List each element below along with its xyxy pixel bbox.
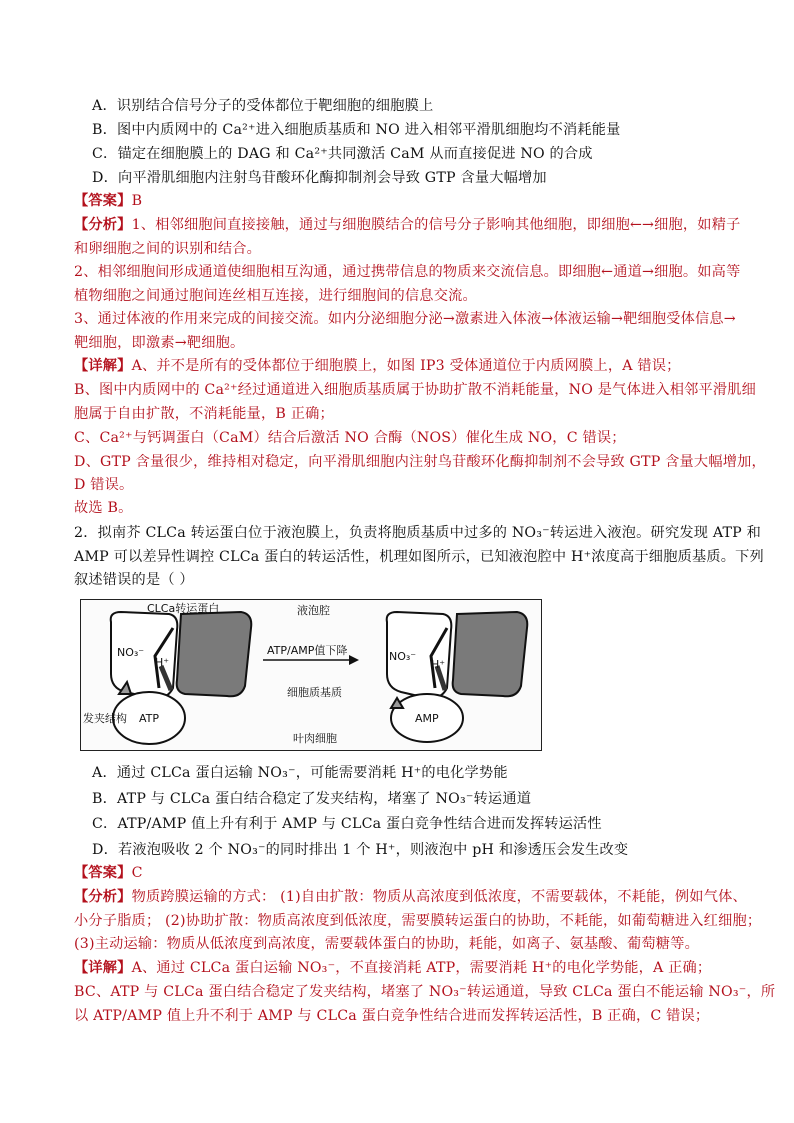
detail-text: A、并不是所有的受体都位于细胞膜上，如图 IP3 受体通道位于内质网膜上，A 错误； — [131, 358, 681, 374]
q1-analysis-line: 2、相邻细胞间形成通道使细胞相互沟通，通过携带信息的物质来交流信息。即细胞←通道→细胞。如高等 — [74, 264, 741, 280]
q1-option-d: D．向平滑肌细胞内注射鸟苷酸环化酶抑制剂会导致 GTP 含量大幅增加 — [92, 170, 547, 186]
q1-detail-line: B、图中内质网中的 Ca²⁺经过通道进入细胞质基质属于协助扩散不消耗能量，NO 是气体进入相邻平滑肌细 — [74, 382, 757, 398]
q1-option-a: A．识别结合信号分子的受体都位于靶细胞的细胞膜上 — [92, 98, 434, 114]
analysis-text: 1、相邻细胞间直接接触，通过与细胞膜结合的信号分子影响其他细胞，即细胞←→细胞，如精子 — [131, 217, 741, 233]
left-clca-protein — [111, 612, 252, 744]
q1-option-c: C．锚定在细胞膜上的 DAG 和 Ca²⁺共同激活 CaM 从而直接促进 NO 的合成 — [92, 146, 593, 162]
label-cytoplasm: 细胞质基质 — [287, 686, 342, 699]
label-mesophyll-cell: 叶肉细胞 — [293, 732, 337, 745]
q1-detail-line: C、Ca²⁺与钙调蛋白（CaM）结合后激活 NO 合酶（NOS）催化生成 NO，C 错误； — [74, 430, 626, 446]
label-atp-amp-drop: ATP/AMP值下降 — [267, 644, 348, 657]
q1-answer-line — [74, 191, 142, 211]
answer-value: B — [131, 193, 143, 209]
answer-value: C — [131, 865, 143, 881]
q1-detail-line: 胞属于自由扩散，不消耗能量，B 正确； — [74, 406, 334, 422]
q2-detail-line — [74, 958, 711, 978]
label-clca-protein: CLCa转运蛋白 — [147, 602, 220, 615]
q1-detail-line — [74, 356, 681, 376]
label-atp: ATP — [139, 712, 160, 725]
clca-mechanism-figure — [80, 599, 542, 751]
q1-analysis-line: 靶细胞，即激素→靶细胞。 — [74, 335, 245, 351]
q2-detail-line: BC、ATP 与 CLCa 蛋白结合稳定了发夹结构，堵塞了 NO₃⁻转运通道，导致 CLCa 蛋白不能运输 NO₃⁻，所 — [74, 984, 776, 1000]
label-no3-right: NO₃⁻ — [389, 650, 417, 663]
figure-drawing — [81, 600, 541, 750]
answer-tag: 【答案】 — [74, 865, 132, 881]
q2-stem-line: AMP 可以差异性调控 CLCa 蛋白的转运活性，机理如图所示，已知液泡腔中 H⁺浓度高于细胞质基质。下列 — [74, 549, 764, 565]
right-clca-protein — [387, 612, 528, 742]
analysis-tag: 【分析】 — [74, 889, 132, 905]
q1-analysis-line: 和卵细胞之间的识别和结合。 — [74, 241, 262, 257]
q1-detail-line: D、GTP 含量很少，维持相对稳定，向平滑肌细胞内注射鸟苷酸环化酶抑制剂不会导致 GTP 含量大幅增加， — [74, 454, 766, 470]
label-no3-left: NO₃⁻ — [117, 646, 145, 659]
label-h-left: H⁺ — [155, 656, 170, 669]
q1-analysis-line — [74, 215, 740, 235]
answer-tag: 【答案】 — [74, 193, 132, 209]
label-amp: AMP — [415, 712, 439, 725]
q2-option-a: A．通过 CLCa 蛋白运输 NO₃⁻，可能需要消耗 H⁺的电化学势能 — [92, 765, 508, 781]
q2-analysis-line — [74, 887, 747, 907]
q2-option-b: B．ATP 与 CLCa 蛋白结合稳定了发夹结构，堵塞了 NO₃⁻转运通道 — [92, 791, 532, 807]
q1-analysis-line: 3、通过体液的作用来完成的间接交流。如内分泌细胞分泌→激素进入体液→体液运输→靶细胞受体信息→ — [74, 311, 736, 327]
label-hairpin: 发夹结构 — [83, 712, 127, 725]
detail-tag: 【详解】 — [74, 960, 132, 976]
q2-stem-line: 叙述错误的是（ ） — [74, 572, 194, 588]
q1-analysis-line: 植物细胞之间通过胞间连丝相互连接，进行细胞间的信息交流。 — [74, 288, 477, 304]
q2-option-c: C．ATP/AMP 值上升有利于 AMP 与 CLCa 蛋白竞争性结合进而发挥转运活性 — [92, 816, 602, 832]
q1-detail-line: 故选 B。 — [74, 500, 133, 516]
q2-detail-line: 以 ATP/AMP 值上升不利于 AMP 与 CLCa 蛋白竞争性结合进而发挥转运活性，B 正确，C 错误； — [74, 1008, 710, 1024]
q1-detail-line: D 错误。 — [74, 477, 134, 493]
label-h-right: H⁺ — [431, 658, 446, 671]
q2-option-d: D．若液泡吸收 2 个 NO₃⁻的同时排出 1 个 H⁺，则液泡中 pH 和渗透压会发生改变 — [92, 842, 629, 858]
q2-stem-line: 2．拟南芥 CLCa 转运蛋白位于液泡膜上，负责将胞质基质中过多的 NO₃⁻转运进入液泡。研究发现 ATP 和 — [74, 525, 761, 541]
q2-analysis-line: 小分子脂质； (2)协助扩散：物质高浓度到低浓度，需要膜转运蛋白的协助，不耗能，如葡萄糖进入红细胞； — [74, 913, 762, 929]
q2-answer-line — [74, 863, 143, 883]
analysis-text: 物质跨膜运输的方式： (1)自由扩散：物质从高浓度到低浓度，不需要载体，不耗能，例如气体、 — [131, 889, 747, 905]
q1-option-b: B．图中内质网中的 Ca²⁺进入细胞质基质和 NO 进入相邻平滑肌细胞均不消耗能量 — [92, 122, 621, 138]
analysis-tag: 【分析】 — [74, 217, 132, 233]
q2-analysis-line: (3)主动运输：物质从低浓度到高浓度，需要载体蛋白的协助，耗能，如离子、氨基酸、葡萄糖等。 — [74, 936, 699, 952]
detail-tag: 【详解】 — [74, 358, 132, 374]
detail-text: A、通过 CLCa 蛋白运输 NO₃⁻，不直接消耗 ATP，需要消耗 H⁺的电化学势能，A 正确； — [131, 960, 712, 976]
label-vacuole: 液泡腔 — [297, 604, 330, 617]
